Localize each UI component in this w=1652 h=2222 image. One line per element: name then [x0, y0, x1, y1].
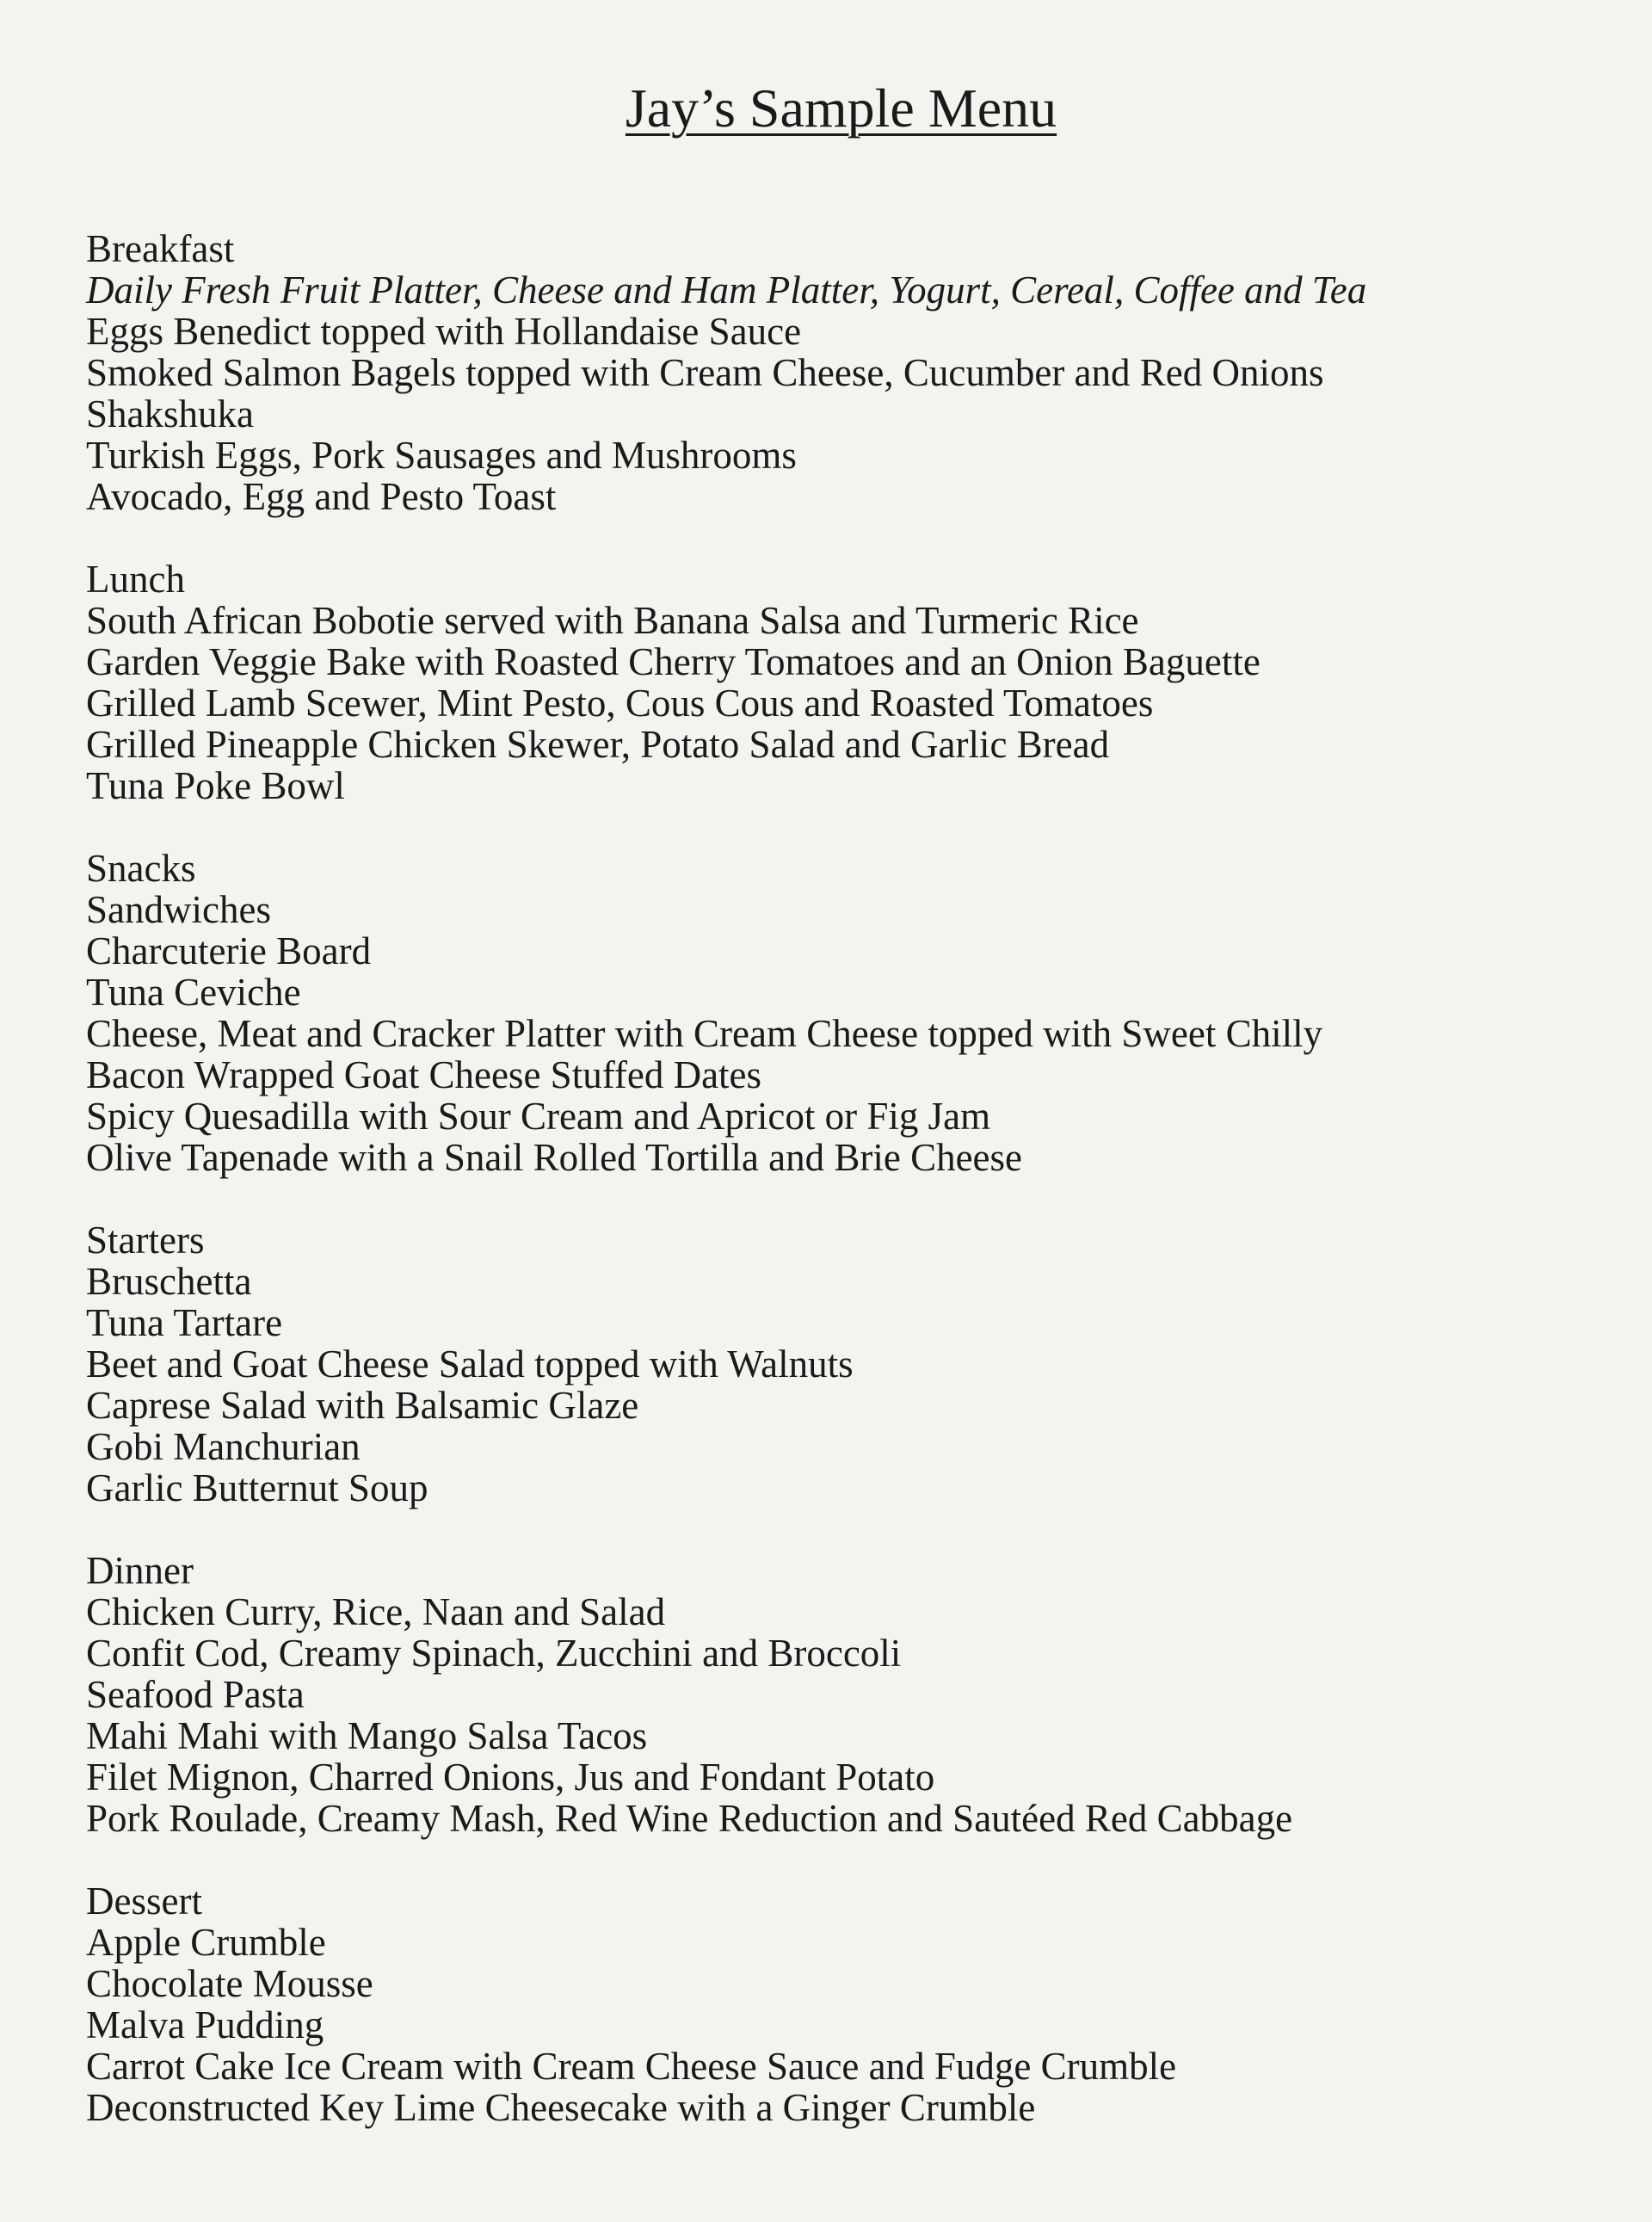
menu-section-breakfast — [86, 228, 1635, 517]
menu-item: Grilled Lamb Scewer, Mint Pesto, Cous Cous and Roasted Tomatoes — [86, 682, 1154, 725]
section-heading: Dinner — [86, 1549, 194, 1592]
menu-item: Bruschetta — [86, 1260, 252, 1303]
menu-item: Tuna Poke Bowl — [86, 764, 345, 807]
menu-item: Olive Tapenade with a Snail Rolled Tortilla and Brie Cheese — [86, 1136, 1023, 1179]
section-heading: Starters — [86, 1219, 205, 1262]
menu-item: Tuna Ceviche — [86, 971, 301, 1014]
menu-item: South African Bobotie served with Banana Salsa and Turmeric Rice — [86, 599, 1139, 642]
menu-item: Apple Crumble — [86, 1921, 326, 1964]
menu-section-dinner — [86, 1550, 1635, 1839]
menu-item: Sandwiches — [86, 888, 271, 931]
menu-item: Seafood Pasta — [86, 1673, 305, 1716]
section-heading: Lunch — [86, 558, 185, 601]
menu-item: Pork Roulade, Creamy Mash, Red Wine Reduction and Sautéed Red Cabbage — [86, 1797, 1293, 1840]
menu-item: Beet and Goat Cheese Salad topped with Walnuts — [86, 1342, 854, 1386]
menu-section-dessert — [86, 1880, 1635, 2128]
menu-item: Shakshuka — [86, 392, 254, 435]
section-heading: Breakfast — [86, 227, 235, 270]
menu-item: Chicken Curry, Rice, Naan and Salad — [86, 1590, 666, 1633]
menu-section-lunch — [86, 559, 1635, 806]
menu-body — [86, 228, 1635, 2170]
menu-section-snacks — [86, 848, 1635, 1178]
menu-section-starters — [86, 1219, 1635, 1509]
menu-item: Eggs Benedict topped with Hollandaise Sauce — [86, 310, 802, 353]
menu-item: Filet Mignon, Charred Onions, Jus and Fondant Potato — [86, 1756, 935, 1799]
menu-item: Avocado, Egg and Pesto Toast — [86, 475, 557, 518]
menu-item: Smoked Salmon Bagels topped with Cream Cheese, Cucumber and Red Onions — [86, 351, 1324, 394]
section-heading: Snacks — [86, 847, 196, 890]
menu-item: Spicy Quesadilla with Sour Cream and Apricot or Fig Jam — [86, 1095, 991, 1138]
menu-item: Deconstructed Key Lime Cheesecake with a Ginger Crumble — [86, 2086, 1036, 2129]
menu-item: Tuna Tartare — [86, 1301, 283, 1344]
menu-item: Malva Pudding — [86, 2003, 324, 2046]
page-title: Jay’s Sample Menu — [625, 77, 1057, 139]
menu-item: Daily Fresh Fruit Platter, Cheese and Ham Platter, Yogurt, Cereal, Coffee and Tea — [86, 268, 1367, 312]
menu-item: Charcuterie Board — [86, 929, 372, 972]
menu-item: Carrot Cake Ice Cream with Cream Cheese Sauce and Fudge Crumble — [86, 2045, 1177, 2088]
menu-item: Turkish Eggs, Pork Sausages and Mushrooms — [86, 434, 797, 477]
section-heading: Dessert — [86, 1879, 202, 1923]
menu-item: Garden Veggie Bake with Roasted Cherry Tomatoes and an Onion Baguette — [86, 640, 1261, 683]
menu-item: Mahi Mahi with Mango Salsa Tacos — [86, 1714, 648, 1757]
menu-item: Grilled Pineapple Chicken Skewer, Potato Salad and Garlic Bread — [86, 723, 1110, 766]
menu-item: Caprese Salad with Balsamic Glaze — [86, 1384, 639, 1427]
menu-item: Gobi Manchurian — [86, 1425, 361, 1468]
menu-item: Confit Cod, Creamy Spinach, Zucchini and Broccoli — [86, 1632, 902, 1675]
menu-item: Bacon Wrapped Goat Cheese Stuffed Dates — [86, 1053, 762, 1096]
menu-item: Cheese, Meat and Cracker Platter with Cream Cheese topped with Sweet Chilly — [86, 1012, 1323, 1055]
menu-item: Garlic Butternut Soup — [86, 1466, 428, 1509]
menu-item: Chocolate Mousse — [86, 1962, 373, 2005]
